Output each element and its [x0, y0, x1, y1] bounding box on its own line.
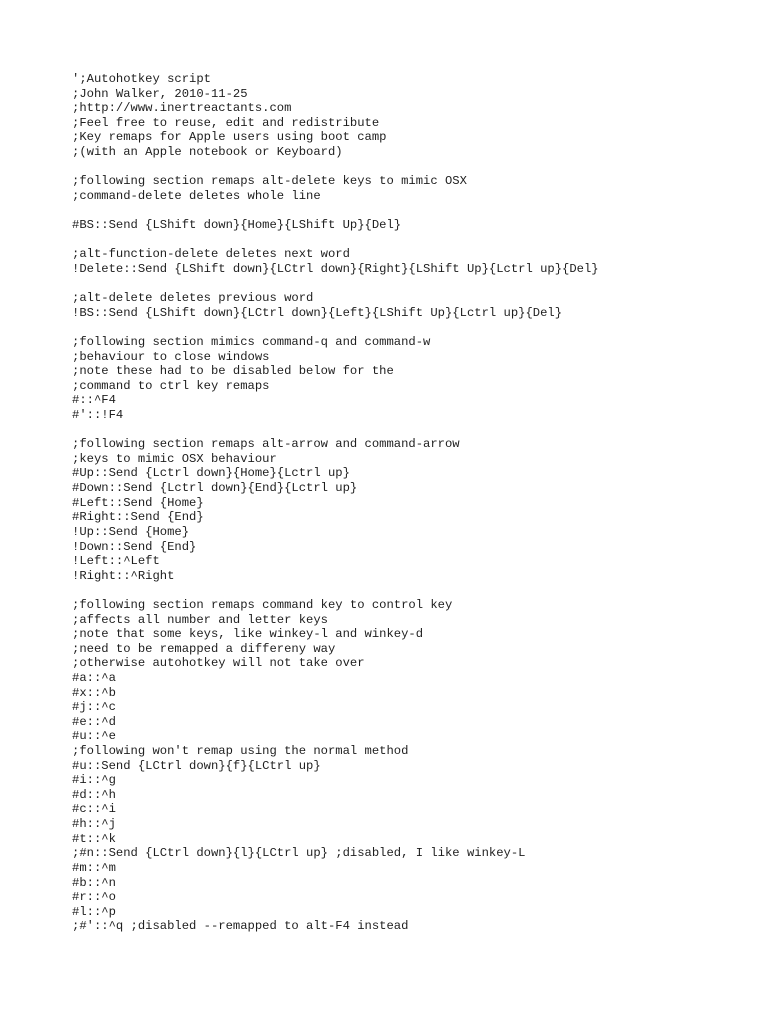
script-line: ;Feel free to reuse, edit and redistribute	[72, 115, 380, 130]
script-line: ;keys to mimic OSX behaviour	[72, 451, 277, 466]
script-line	[72, 233, 752, 248]
script-line: #BS::Send {LShift down}{Home}{LShift Up}{Del}	[72, 218, 402, 233]
script-line	[72, 160, 752, 175]
script-line: #d::^h	[72, 787, 116, 802]
script-line: #u::^e	[72, 729, 116, 744]
script-line: #r::^o	[72, 890, 116, 905]
script-line: ;#'::^q ;disabled --remapped to alt-F4 instead	[72, 919, 409, 934]
script-line: ;behaviour to close windows	[72, 349, 270, 364]
script-line: #t::^k	[72, 831, 116, 846]
script-line: #c::^i	[72, 802, 116, 817]
script-line: !Up::Send {Home}	[72, 524, 190, 539]
script-line: #Down::Send {Lctrl down}{End}{Lctrl up}	[72, 481, 358, 496]
script-line: #Left::Send {Home}	[72, 495, 204, 510]
script-line: ;following won't remap using the normal method	[72, 744, 409, 759]
script-line: ;alt-function-delete deletes next word	[72, 247, 350, 262]
script-line: #a::^a	[72, 670, 116, 685]
script-line: !BS::Send {LShift down}{LCtrl down}{Left}{LShift Up}{Lctrl up}{Del}	[72, 305, 563, 320]
script-line: !Delete::Send {LShift down}{LCtrl down}{Right}{LShift Up}{Lctrl up}{Del}	[72, 261, 599, 276]
script-line: ;John Walker, 2010-11-25	[72, 86, 248, 101]
script-line: ;#n::Send {LCtrl down}{l}{LCtrl up} ;disabled, I like winkey-L	[72, 846, 526, 861]
script-line: #u::Send {LCtrl down}{f}{LCtrl up}	[72, 758, 321, 773]
script-line: #x::^b	[72, 685, 116, 700]
script-line: #::^F4	[72, 393, 116, 408]
script-line: ;otherwise autohotkey will not take over	[72, 656, 365, 671]
script-line: #i::^g	[72, 773, 116, 788]
script-line: ;alt-delete deletes previous word	[72, 291, 314, 306]
script-line: #Right::Send {End}	[72, 510, 204, 525]
script-line: ;following section remaps alt-delete keys to mimic OSX	[72, 174, 467, 189]
script-line: #j::^c	[72, 700, 116, 715]
script-line: ';Autohotkey script	[72, 72, 211, 86]
script-line	[72, 423, 752, 438]
script-line: ;need to be remapped a differeny way	[72, 641, 336, 656]
script-line: #b::^n	[72, 875, 116, 890]
script-line: #Up::Send {Lctrl down}{Home}{Lctrl up}	[72, 466, 350, 481]
script-line: #m::^m	[72, 860, 116, 875]
script-line: !Down::Send {End}	[72, 539, 197, 554]
script-line: ;command to ctrl key remaps	[72, 378, 270, 393]
script-line	[72, 277, 752, 292]
script-line	[72, 320, 752, 335]
script-line: !Left::^Left	[72, 554, 160, 569]
script-line: #'::!F4	[72, 408, 124, 423]
script-line: !Right::^Right	[72, 568, 175, 583]
script-line: ;following section remaps command key to control key	[72, 597, 453, 612]
script-line: ;following section mimics command-q and command-w	[72, 334, 431, 349]
script-line: #l::^p	[72, 904, 116, 919]
script-line: ;(with an Apple notebook or Keyboard)	[72, 145, 343, 160]
script-line: ;note these had to be disabled below for the	[72, 364, 394, 379]
document-page	[72, 72, 752, 934]
script-line: #h::^j	[72, 817, 116, 832]
script-line: ;Key remaps for Apple users using boot camp	[72, 130, 387, 145]
script-line	[72, 203, 752, 218]
script-line: ;note that some keys, like winkey-l and winkey-d	[72, 627, 424, 642]
script-line	[72, 583, 752, 598]
script-line: ;following section remaps alt-arrow and command-arrow	[72, 437, 460, 452]
script-line: ;command-delete deletes whole line	[72, 188, 321, 203]
script-line: ;affects all number and letter keys	[72, 612, 328, 627]
script-line: #e::^d	[72, 714, 116, 729]
script-line: ;http://www.inertreactants.com	[72, 101, 292, 116]
